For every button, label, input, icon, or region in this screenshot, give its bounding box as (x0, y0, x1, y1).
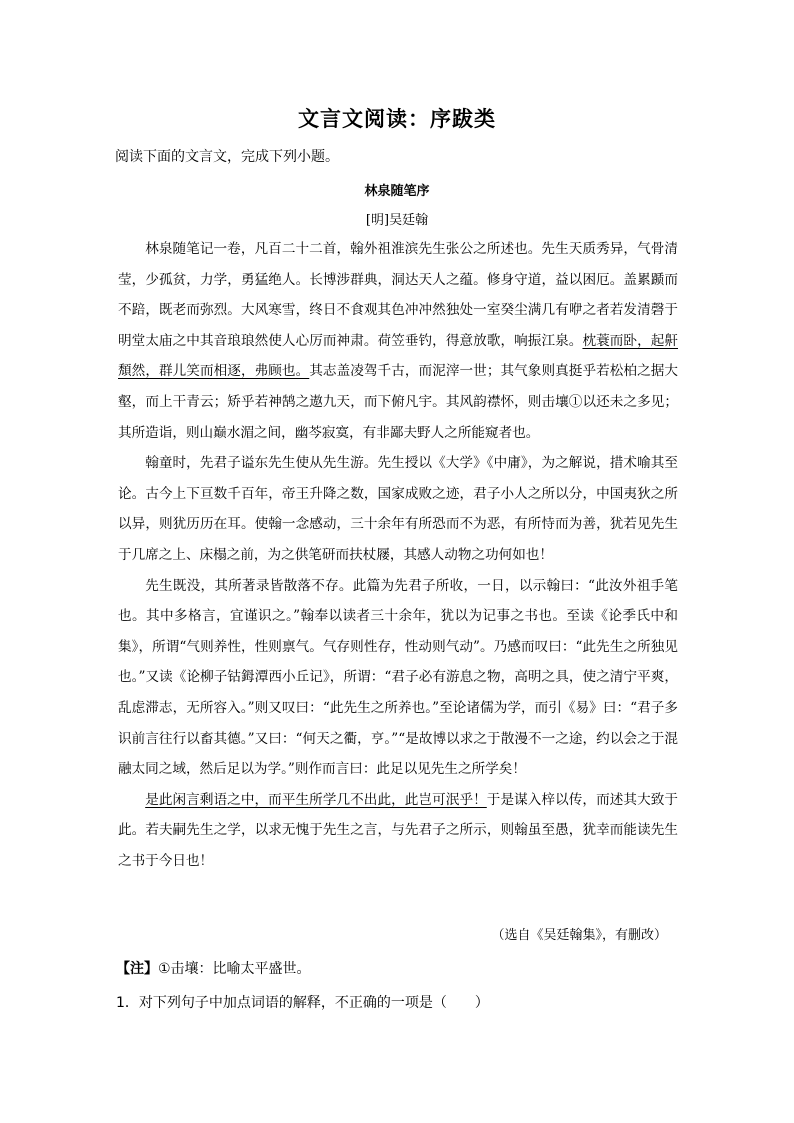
paragraph-4 (118, 785, 678, 877)
footnote-label: 【注】 (116, 961, 158, 977)
passage-author: [明]吴廷翰 (365, 213, 429, 228)
paragraph-1 (118, 234, 678, 448)
underlined-sentence-2: 是此闲言剩语之中，而平生所学几不出此，此岂可泯乎！ (145, 791, 487, 808)
paragraph-3: 先生既没，其所著录皆散落不存。此篇为先君子所收，一日，以示翰曰：“此汝外祖手笔也。其中多格言，宜谨识之。”翰奉以读者三十余年，犹以为记事之书也。至读《论季氏中和集》，所谓“气则养性，性则禀气。气存则性存，性动则气动”。乃感而叹曰：“此先生之所独见也。”又读《论柳子钴鉧潭西小丘记》，所谓：“君子必有游息之物，高明之具，使之清宁平爽，乱虑滞志，无所容入。”则又叹曰：“此先生之所养也。”至论诸儒为学，而引《易》曰：“君子多识前言往行以畜其德。”又曰：“何天之衢，亨。”“是故博以求之于散漫不一之途，约以会之于混融太同之域，然后足以为学。”则作而言曰：此足以见先生之所学矣！ (118, 577, 678, 778)
passage-body (118, 234, 678, 876)
page-title: 文言文阅读：序跋类 (298, 106, 496, 131)
paragraph-1-text-a: 林泉随笔记一卷，凡百二十二首，翰外祖淮滨先生张公之所述也。先生天质秀异，气骨清莹，少孤贫，力学，勇猛绝人。长博涉群典，洞达天人之蕴。修身守道，益以困厄。盖累踬而不踣，既老而弥烈。大风寒雪，终日不食观其色冲冲然独处一室癸尘满几有咿之者若发清磬于明堂太庙之中其音琅琅然使人心厉而神肃。荷笠垂钓，得意放歌，响振江泉。 (118, 241, 678, 349)
question-1: 1．对下列句子中加点词语的解释，不正确的一项是（ ） (116, 995, 489, 1011)
passage-title: 林泉随笔序 (364, 184, 430, 199)
instruction-text: 阅读下面的文言文，完成下列小题。 (115, 149, 339, 165)
paragraph-1-text-b: 其志盖凌驾千古，而泥滓一世；其气象则真挺乎若松柏之据大壑，而上干青云；矫乎若神鹄之遨九天，而下俯凡宇。其风韵襟怀，则击壤①以还未之多见；其所造诣，则山巅水湄之间，幽芩寂寞，有非鄙夫野人之所能窥者也。 (118, 363, 679, 441)
paragraph-2: 翰童时，先君子谥东先生使从先生游。先生授以《大学》《中庸》，为之解说，措术喻其至论。古今上下亘数千百年，帝王升降之数，国家成败之迹，君子小人之所以分，中国夷狄之所以异，则犹历历在耳。使翰一念感动，三十余年有所恐而不为恶，有所恃而为善，犹若见先生于几席之上、床榻之前，为之供笔研而扶杖屦，其感人动物之功何如也！ (118, 455, 678, 563)
footnote (116, 958, 311, 978)
source-citation: （选自《吴廷翰集》，有删改） (491, 928, 667, 943)
footnote-text: ①击壤：比喻太平盛世。 (158, 961, 311, 977)
underlined-sentence-1: 枕蓑而卧，起鼾頽然，群儿笑而相逐，弗顾也。 (118, 332, 679, 380)
paragraph-4-text: 于是谋入梓以传，而述其大致于此。若夫嗣先生之学，以求无愧于先生之言，与先君子之所示，则翰虽至愚，犹幸而能读先生之书于今日也！ (118, 791, 679, 869)
